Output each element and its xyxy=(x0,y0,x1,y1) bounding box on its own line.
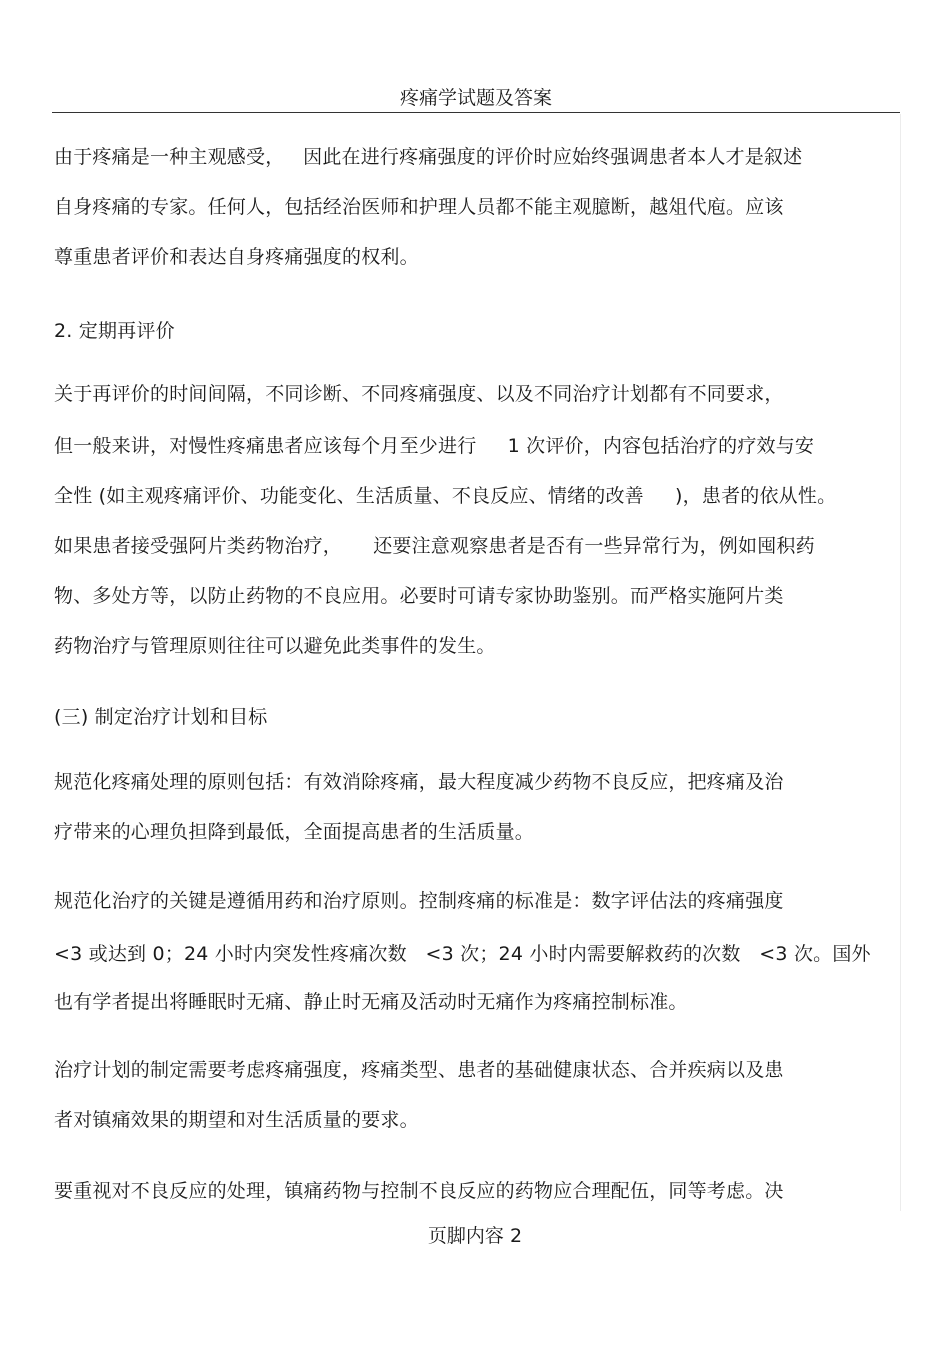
body-line: 物、多处方等，以防止药物的不良应用。必要时可请专家协助鉴别。而严格实施阿片类 xyxy=(54,585,784,607)
body-line: 但一般来讲，对慢性疼痛患者应该每个月至少进行 1 次评价，内容包括治疗的疗效与安 xyxy=(54,435,815,457)
page-header: 疼痛学试题及答案 xyxy=(52,84,900,113)
body-line: 药物治疗与管理原则往往可以避免此类事件的发生。 xyxy=(54,635,496,657)
body-line: 规范化疼痛处理的原则包括：有效消除疼痛，最大程度减少药物不良反应，把疼痛及治 xyxy=(54,771,784,793)
body-line: 由于疼痛是一种主观感受， 因此在进行疼痛强度的评价时应始终强调患者本人才是叙述 xyxy=(54,146,803,168)
section-heading: (三) 制定治疗计划和目标 xyxy=(54,706,268,728)
body-line: 者对镇痛效果的期望和对生活质量的要求。 xyxy=(54,1109,419,1131)
section-heading: 2. 定期再评价 xyxy=(54,320,175,342)
body-line: 疗带来的心理负担降到最低，全面提高患者的生活质量。 xyxy=(54,821,535,843)
body-line: 治疗计划的制定需要考虑疼痛强度，疼痛类型、患者的基础健康状态、合并疾病以及患 xyxy=(54,1059,784,1081)
body-line: 也有学者提出将睡眠时无痛、静止时无痛及活动时无痛作为疼痛控制标准。 xyxy=(54,991,688,1013)
content-frame xyxy=(52,114,901,1211)
body-line: 尊重患者评价和表达自身疼痛强度的权利。 xyxy=(54,246,419,268)
body-line: 如果患者接受强阿片类药物治疗， 还要注意观察患者是否有一些异常行为，例如囤积药 xyxy=(54,535,815,557)
body-line: 全性 (如主观疼痛评价、功能变化、生活质量、不良反应、情绪的改善 )，患者的依从性。 xyxy=(54,485,837,507)
body-line: 规范化治疗的关键是遵循用药和治疗原则。控制疼痛的标准是：数字评估法的疼痛强度 xyxy=(54,890,784,912)
body-line: <3 或达到 0；24 小时内突发性疼痛次数 <3 次；24 小时内需要解救药的次数 <3 次。国外 xyxy=(54,943,871,965)
body-line: 要重视对不良反应的处理，镇痛药物与控制不良反应的药物应合理配伍，同等考虑。决 xyxy=(54,1180,784,1202)
page-footer: 页脚内容 2 xyxy=(427,1225,523,1247)
body-line: 关于再评价的时间间隔，不同诊断、不同疼痛强度、以及不同治疗计划都有不同要求， xyxy=(54,383,784,405)
body-line: 自身疼痛的专家。任何人，包括经治医师和护理人员都不能主观臆断，越俎代庖。应该 xyxy=(54,196,784,218)
